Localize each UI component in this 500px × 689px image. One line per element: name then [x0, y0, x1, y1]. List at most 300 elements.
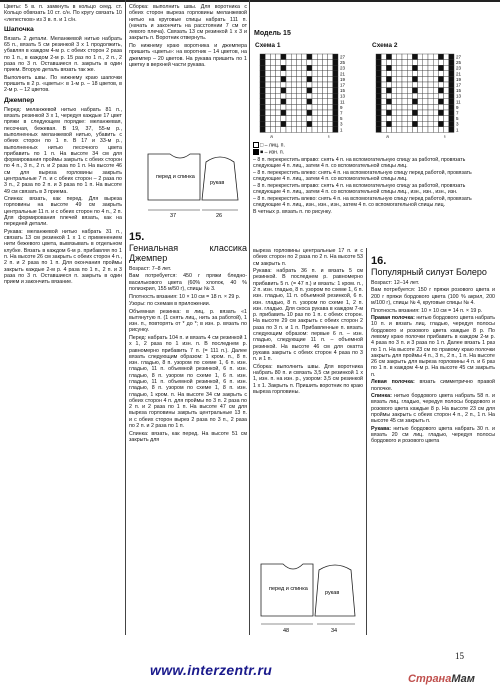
scheme-cell: [438, 88, 443, 94]
scheme-cell: [402, 121, 407, 127]
scheme-cell: [433, 88, 438, 94]
scheme-cell: [381, 88, 386, 94]
legend-item-purl: ■ – изн. п.: [253, 149, 491, 156]
scheme-cell: [276, 60, 281, 66]
scheme-cell: [386, 110, 391, 116]
scheme-cell: [333, 65, 338, 71]
scheme-cell: [276, 65, 281, 71]
scheme-cell: [270, 54, 275, 60]
scheme-cell: [423, 65, 428, 71]
scheme-col-number: 8: [386, 134, 389, 138]
scheme-cell: [386, 93, 391, 99]
scheme-cell: [276, 82, 281, 88]
scheme-cell: [328, 76, 333, 82]
scheme-cell: [438, 116, 443, 122]
scheme-cell: [322, 88, 327, 94]
scheme-cell: [407, 65, 412, 71]
hat-text-1: Вязать 2 детали. Меланжевой нитью набрать 65 п., вязать 5 см резинкой 3 х 1 продолжить, убавляя в каждом 4-м р. с обеих сторон 2 раза по 1 п., в каждом 2-м р. 15 раз по 1 п., 2 п., 2 раза по 3 п. Оставшиеся п. закрыть в один прием. Вторую деталь вязать так же.: [4, 35, 122, 74]
scheme2-title: Схема 2: [372, 42, 398, 49]
scheme-cell: [402, 104, 407, 110]
scheme-cell: [322, 110, 327, 116]
scheme-cell: [412, 93, 417, 99]
scheme-cell: [276, 93, 281, 99]
scheme-cell: [286, 60, 291, 66]
scheme-cell: [438, 82, 443, 88]
scheme-cell: [276, 127, 281, 133]
scheme-cell: [397, 54, 402, 60]
scheme-cell: [449, 110, 454, 116]
scheme-cell: [286, 116, 291, 122]
scheme-cell: [397, 60, 402, 66]
scheme-cell: [428, 104, 433, 110]
model15-yarn: Вам потребуется: 450 г пряжи бледно-василькового цвета (60% хлопок, 40 % полиэкрил, 155 м/50 г), спицы № 3.: [129, 273, 247, 293]
scheme-cell: [307, 121, 312, 127]
scheme-cell: [296, 76, 301, 82]
scheme-cell: [296, 110, 301, 116]
scheme-cell: [291, 76, 296, 82]
scheme-cell: [302, 82, 307, 88]
scheme-cell: [423, 99, 428, 105]
scheme-cell: [444, 104, 449, 110]
scheme-cell: [376, 88, 381, 94]
legend-note: В четных р. вязать п. по рисунку.: [253, 209, 332, 216]
scheme-cell: [265, 110, 270, 116]
scheme-cell: [296, 65, 301, 71]
scheme-cell: [302, 60, 307, 66]
model16-right-front: Правая полочка: нитью бордового цвета набрать 10 п. и вязать лиц. гладью, чередуя полосы бордового и розового цвета каждые 8 р. По левому краю полочки прибавить в каждом 2-м р. 4 раза по 3 п. и 3 раза по 1 п. Далее вязать 1 раз по 1 п. На высоте 23 см по правому краю полочки закрыть для проймы 4 п., 3 п., 2 п., 1 п. На высоте 26 см закрыть для выреза горловины 4 п. и 6 раз по 1 п. в каждом 4-м р. На высоте 45 см закрыть п.: [371, 315, 495, 378]
scheme-cell: [286, 54, 291, 60]
scheme-cell: [392, 99, 397, 105]
scheme-cell: [449, 99, 454, 105]
scheme-cell: [307, 99, 312, 105]
scheme-cell: [428, 54, 433, 60]
footer-url: www.interzentr.ru: [150, 662, 273, 678]
scheme-cell: [376, 76, 381, 82]
scheme-cell: [402, 65, 407, 71]
column-divider-1: [125, 0, 126, 635]
scheme-cell: [333, 116, 338, 122]
scheme-cell: [270, 116, 275, 122]
column-divider-2: [249, 0, 250, 635]
scheme-cell: [312, 60, 317, 66]
scheme-cell: [412, 116, 417, 122]
scheme-cell: [328, 82, 333, 88]
scheme-cell: [302, 104, 307, 110]
scheme-cell: [428, 71, 433, 77]
scheme-cell: [307, 93, 312, 99]
scheme-cell: [412, 76, 417, 82]
scheme-cell: [418, 88, 423, 94]
scheme-cell: [302, 93, 307, 99]
purl-swatch-icon: [253, 149, 259, 155]
scheme-cell: [418, 116, 423, 122]
scheme-cell: [291, 110, 296, 116]
model15-relief: Объемная резинка: в лиц. р. вязать «1 вытянутую п. (1 снять лиц., нить за работой), 1 изн. п., повторять от * до *; в изн. р. вязать по рисунку.: [129, 308, 247, 334]
scheme-cell: [407, 82, 412, 88]
scheme-cell: [376, 110, 381, 116]
scheme-cell: [281, 127, 286, 133]
scheme-cell: [386, 88, 391, 94]
scheme-cell: [412, 88, 417, 94]
scheme-cell: [291, 104, 296, 110]
scheme-cell: [428, 65, 433, 71]
scheme-cell: [312, 121, 317, 127]
scheme-cell: [407, 110, 412, 116]
scheme-row-number: 15: [340, 88, 346, 94]
scheme-cell: [449, 54, 454, 60]
scheme-cell: [423, 104, 428, 110]
scheme-cell: [296, 93, 301, 99]
scheme-cell: [307, 110, 312, 116]
scheme-cell: [402, 99, 407, 105]
scheme-cell: [438, 99, 443, 105]
scheme-cell: [418, 71, 423, 77]
scheme-cell: [376, 121, 381, 127]
scheme-cell: [302, 71, 307, 77]
scheme-cell: [418, 121, 423, 127]
scheme-cell: [302, 127, 307, 133]
scheme-row-number: 1: [456, 127, 459, 133]
scheme-cell: [433, 116, 438, 122]
column-3: [253, 248, 363, 396]
scheme-cell: [376, 93, 381, 99]
scheme-cell: [291, 99, 296, 105]
scheme-cell: [270, 99, 275, 105]
knit-swatch-icon: [253, 142, 259, 148]
scheme-cell: [428, 82, 433, 88]
scheme-cell: [333, 99, 338, 105]
scheme-cell: [376, 127, 381, 133]
scheme-cell: [428, 88, 433, 94]
scheme-cell: [281, 99, 286, 105]
scheme-cell: [381, 127, 386, 133]
scheme-cell: [449, 93, 454, 99]
scheme-cell: [312, 65, 317, 71]
pattern2-label-front: перед и спинка: [269, 586, 308, 592]
scheme-cell: [260, 82, 265, 88]
scheme-cell: [386, 60, 391, 66]
scheme-cell: [317, 88, 322, 94]
scheme-cell: [428, 110, 433, 116]
scheme-cell: [386, 65, 391, 71]
scheme-cell: [281, 71, 286, 77]
scheme-cell: [281, 121, 286, 127]
scheme-cell: [322, 60, 327, 66]
model16-left-front: Левая полочка: вязать симметрично правой полочке.: [371, 379, 495, 392]
scheme-cell: [322, 116, 327, 122]
scheme-cell: [412, 127, 417, 133]
scheme-cell: [412, 99, 417, 105]
model15-assembly: Сборка: выполнить швы. Для воротника набрать 80 п. и связать 3,5 см резинкой 1 х 1, изн. п. на изн. р., узором: 3,5 см резинкой 1 х 1. Закрыть п. Пришить воротник по краю выреза горловины.: [253, 363, 363, 395]
scheme-cell: [312, 54, 317, 60]
scheme-cell: [333, 54, 338, 60]
scheme-cell: [444, 76, 449, 82]
scheme-row-number: 21: [456, 71, 462, 77]
scheme-cell: [312, 104, 317, 110]
scheme-cell: [328, 99, 333, 105]
scheme-row-number: 19: [340, 76, 346, 82]
scheme-cell: [418, 93, 423, 99]
scheme-row-number: 7: [456, 110, 459, 116]
scheme-cell: [418, 60, 423, 66]
scheme-cell: [449, 60, 454, 66]
scheme-cell: [302, 121, 307, 127]
scheme-cell: [307, 71, 312, 77]
scheme-row-number: 25: [456, 60, 462, 66]
scheme-cell: [286, 76, 291, 82]
column-2: [129, 4, 247, 69]
scheme-cell: [444, 54, 449, 60]
scheme-cell: [312, 93, 317, 99]
scheme-cell: [281, 88, 286, 94]
scheme-cell: [386, 71, 391, 77]
scheme-cell: [407, 88, 412, 94]
scheme-cell: [444, 99, 449, 105]
scheme-cell: [333, 127, 338, 133]
scheme-cell: [281, 110, 286, 116]
scheme1-title: Схема 1: [255, 42, 281, 49]
scheme-cell: [286, 71, 291, 77]
scheme-row-number: 11: [340, 99, 345, 105]
scheme-cell: [418, 104, 423, 110]
scheme-cell: [296, 54, 301, 60]
scheme-cell: [397, 65, 402, 71]
scheme-cell: [317, 110, 322, 116]
scheme-cell: [260, 121, 265, 127]
jumper-front-text: Перед: меланжевой нитью набрать 81 п., вязать резинкой 3 х 1, чередуя каждые 17 цвет пряжи в следующем порядке: меланжевая, песочная, бежевая. В 19, 37, 55-м р., выполненных меланжевой нитью, убавить с обеих сторон по 1 п. В 17 и 33-м р., выполненных нитью песочного цвета прибавить по 1 п. На высоте 34 см для формирования проймы закрыть с обеих сторон по 4 п., 3 п., 2 п. и 2 раза по 1 п. На высоте 46 см для выреза горловины закрыть центральные 7 п. и с обеих сторон – 2 раза по 3 п., 2 раза по 2 п. и 3 раза по 1 п. На высоте 49 см связать в 3 приема.: [4, 106, 122, 195]
scheme-cell: [270, 65, 275, 71]
scheme-cell: [265, 127, 270, 133]
scheme-cell: [260, 104, 265, 110]
scheme-cell: [392, 60, 397, 66]
scheme-cell: [381, 99, 386, 105]
hat-text-2: Выполнить швы. По нижнему краю шапочки пришить в 2 р. «цветы»: в 1-м р. – 18 цветов, в 2-м р. – 12 цветов.: [4, 74, 122, 94]
model16-back: Спинка: нитью бордового цвета набрать 58 п. и вязать лиц. гладью, чередуя полосы бордового и розового цвета каждые 8 р. На высоте 23 см для проймы закрыть с обеих сторон 4 п., 2 п., 1 п. На высоте 45 см закрыть п.: [371, 392, 495, 425]
scheme-cell: [291, 82, 296, 88]
scheme-row-number: 19: [456, 76, 462, 82]
scheme-row-number: 17: [456, 82, 462, 88]
scheme-cell: [376, 116, 381, 122]
scheme-cell: [423, 54, 428, 60]
scheme-cell: [449, 71, 454, 77]
pattern-drawing-2: [255, 560, 365, 635]
scheme-cell: [333, 60, 338, 66]
scheme-cell: [302, 88, 307, 94]
scheme-cell: [270, 121, 275, 127]
scheme-cell: [444, 121, 449, 127]
scheme-cell: [381, 65, 386, 71]
model15-age: Возраст: 7–8 лет.: [129, 266, 172, 272]
scheme-row-number: 27: [340, 54, 346, 60]
scheme-cell: [322, 99, 327, 105]
scheme-cell: [260, 54, 265, 60]
scheme-cell: [386, 116, 391, 122]
site-watermark: СтранаМам: [408, 673, 475, 685]
scheme-cell: [328, 121, 333, 127]
scheme-cell: [381, 110, 386, 116]
scheme-cell: [322, 65, 327, 71]
scheme-cell: [444, 110, 449, 116]
jumper-back-text: Спинка: вязать, как перед. Для выреза горловины на высоте 49 см закрыть центральные 11 п. и с обеих сторон по 4 п., 2 п. Для формирования плечей вязать, как на передней детали.: [4, 196, 122, 228]
scheme-cell: [386, 121, 391, 127]
scheme-cell: [407, 60, 412, 66]
scheme-cell: [286, 65, 291, 71]
scheme-cell: [402, 60, 407, 66]
scheme-cell: [423, 82, 428, 88]
scheme-cell: [402, 116, 407, 122]
scheme-cell: [265, 65, 270, 71]
scheme-cell: [307, 76, 312, 82]
scheme-cell: [260, 60, 265, 66]
scheme-cell: [312, 76, 317, 82]
scheme-cell: [328, 93, 333, 99]
scheme-cell: [428, 127, 433, 133]
scheme-cell: [397, 76, 402, 82]
scheme-cell: [381, 71, 386, 77]
scheme-cell: [270, 60, 275, 66]
scheme-cell: [418, 76, 423, 82]
scheme-cell: [381, 104, 386, 110]
scheme-cell: [423, 60, 428, 66]
scheme-cell: [307, 60, 312, 66]
scheme-cell: [444, 127, 449, 133]
scheme-cell: [397, 127, 402, 133]
scheme-cell: [428, 116, 433, 122]
scheme-cell: [265, 104, 270, 110]
scheme-cell: [286, 93, 291, 99]
scheme-cell: [296, 71, 301, 77]
scheme-cell: [307, 88, 312, 94]
scheme-cell: [296, 99, 301, 105]
scheme-row-number: 1: [340, 127, 343, 133]
scheme-cell: [317, 116, 322, 122]
scheme-cell: [444, 88, 449, 94]
scheme-cell: [397, 82, 402, 88]
legend-item-cross-right: – 8 п. перекрестить вправо: снять 4 п. на вспомогательную спицу за работой, провязать следующие 4 п. лиц., затем 4 п. со вспомогательной спицы лиц.: [253, 156, 466, 169]
assembly-text-2: По нижнему краю воротника и джемпера пришить «цветы»: на воротник – 14 цветов, на джемпер – 20 цветов. На рукава пришить по 1 цветку в верхней части рукава.: [129, 42, 247, 68]
scheme-cell: [260, 99, 265, 105]
scheme-cell: [381, 60, 386, 66]
scheme-cell: [392, 76, 397, 82]
scheme-cell: [386, 82, 391, 88]
scheme-cell: [291, 127, 296, 133]
scheme-cell: [418, 110, 423, 116]
pattern1-dim-sleeve: 26: [216, 213, 223, 219]
scheme-cell: [322, 76, 327, 82]
scheme-cell: [407, 99, 412, 105]
scheme-cell: [433, 60, 438, 66]
scheme-cell: [317, 93, 322, 99]
scheme-cell: [392, 104, 397, 110]
scheme-cell: [260, 116, 265, 122]
scheme-cell: [322, 127, 327, 133]
scheme-row-number: 9: [340, 104, 343, 110]
scheme-cell: [412, 54, 417, 60]
column-1: [4, 4, 122, 287]
scheme-cell: [402, 93, 407, 99]
scheme-cell: [265, 116, 270, 122]
scheme-cell: [386, 99, 391, 105]
scheme-cell: [428, 76, 433, 82]
scheme-cell: [428, 121, 433, 127]
scheme-cell: [312, 99, 317, 105]
scheme-cell: [328, 127, 333, 133]
scheme-cell: [307, 127, 312, 133]
scheme-row-number: 25: [340, 60, 346, 66]
scheme-cell: [281, 116, 286, 122]
scheme-cell: [444, 60, 449, 66]
scheme-cell: [333, 110, 338, 116]
scheme-cell: [376, 65, 381, 71]
scheme-cell: [402, 76, 407, 82]
scheme-cell: [402, 54, 407, 60]
jumper-heading: Джемпер: [4, 96, 35, 104]
scheme-cell: [322, 93, 327, 99]
scheme-row-number: 17: [340, 82, 346, 88]
scheme-cell: [296, 104, 301, 110]
scheme-cell: [296, 127, 301, 133]
scheme-cell: [291, 71, 296, 77]
top-rule: [0, 0, 500, 2]
assembly-text: Сборка: выполнить швы. Для воротника с обеих сторон выреза горловины меланжевой нитью на круговые спицы набрать 111 п. (начать и закончить на расстоянии 7 см от левого плеча). Связать 13 см резинкой 1 х 3 и закрыть п. Воротник отвернуть.: [129, 4, 247, 42]
scheme-cell: [407, 127, 412, 133]
model15-neck: выреза горловины центральные 17 п. и с обеих сторон по 2 раза по 2 п. На высоте 53 см закрыть п.: [253, 248, 363, 267]
model16-density: Плотность вязания: 10 × 10 см = 14 п. × 19 р.: [371, 307, 483, 314]
scheme-row-number: 13: [340, 93, 346, 99]
scheme-cell: [397, 116, 402, 122]
scheme-cell: [433, 121, 438, 127]
scheme-cell: [438, 127, 443, 133]
scheme-cell: [376, 99, 381, 105]
scheme-cell: [333, 104, 338, 110]
scheme-cell: [444, 93, 449, 99]
scheme-cell: [423, 76, 428, 82]
scheme-cell: [418, 65, 423, 71]
scheme-cell: [438, 110, 443, 116]
scheme-cell: [276, 110, 281, 116]
scheme-cell: [291, 93, 296, 99]
scheme-cell: [402, 82, 407, 88]
scheme-cell: [276, 116, 281, 122]
scheme-cell: [281, 104, 286, 110]
scheme-cell: [328, 60, 333, 66]
scheme-cell: [302, 99, 307, 105]
pattern-drawing-1: [140, 150, 250, 222]
scheme-cell: [333, 88, 338, 94]
scheme-col-number: 8: [270, 134, 273, 138]
scheme-cell: [270, 110, 275, 116]
scheme-cell: [407, 54, 412, 60]
scheme-cell: [412, 65, 417, 71]
scheme-cell: [270, 127, 275, 133]
scheme-cell: [276, 76, 281, 82]
scheme-cell: [376, 71, 381, 77]
scheme-cell: [291, 65, 296, 71]
scheme-cell: [407, 116, 412, 122]
scheme-row-number: 7: [340, 110, 343, 116]
scheme-cell: [260, 76, 265, 82]
scheme-cell: [438, 71, 443, 77]
scheme-cell: [402, 71, 407, 77]
scheme-row-number: 3: [456, 121, 459, 127]
scheme-cell: [423, 88, 428, 94]
scheme-cell: [428, 60, 433, 66]
scheme-cell: [407, 104, 412, 110]
legend-item-knit: □ – лиц. п.: [253, 142, 491, 149]
scheme-cell: [381, 121, 386, 127]
scheme-cell: [438, 93, 443, 99]
scheme-cell: [286, 82, 291, 88]
